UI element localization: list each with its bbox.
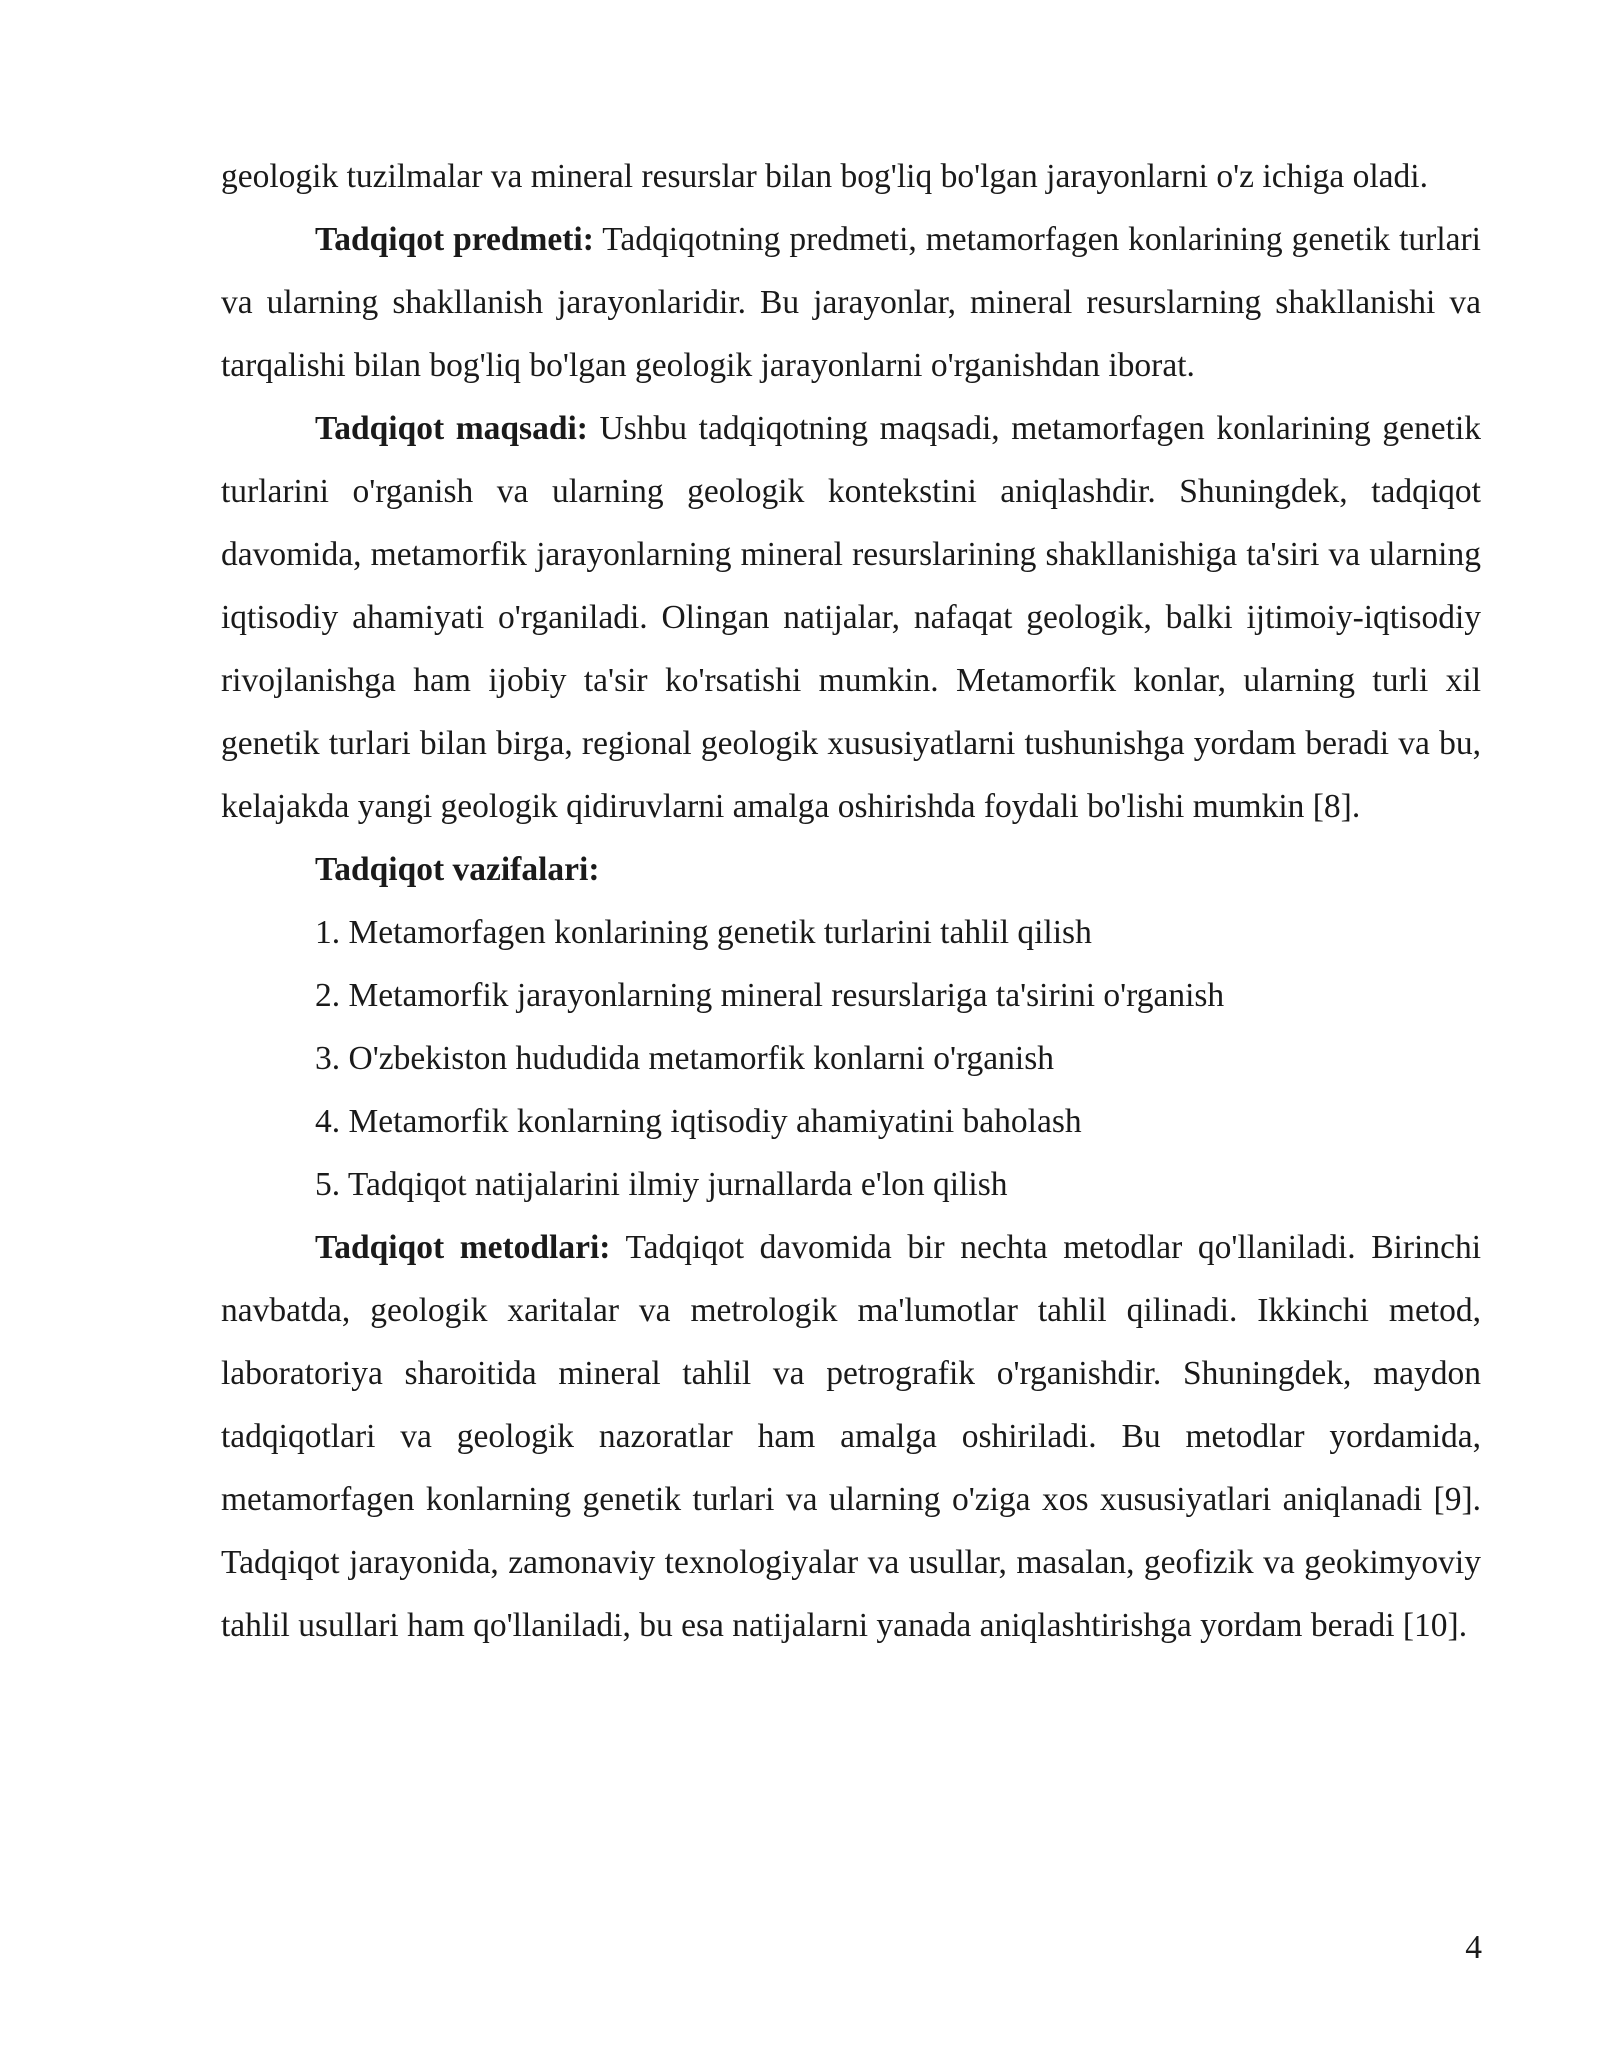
predmeti-paragraph [221,208,1481,397]
page-content [221,145,1481,1657]
list-item: 5. Tadqiqot natijalarini ilmiy jurnallarda e'lon qilish [315,1166,1008,1203]
tasks-list [221,901,1481,1216]
list-item: 2. Metamorfik jarayonlarning mineral resurslariga ta'sirini o'rganish [315,977,1225,1014]
list-item: 4. Metamorfik konlarning iqtisodiy ahamiyatini baholash [315,1103,1082,1140]
vazifalari-heading: Tadqiqot vazifalari: [315,851,600,888]
maqsadi-text: Ushbu tadqiqotning maqsadi, metamorfagen konlarining genetik turlarini o'rganish va ularning geologik kontekstini aniqlashdir. Shuningdek, tadqiqot davomida, metamorfik jarayonlarning mineral resurslarining shakllanishiga ta'siri va ularning iqtisodiy ahamiyati o'rganiladi. Olingan natijalar, nafaqat geologik, balki ijtimoiy-iqtisodiy rivojlanishga ham ijobiy ta'sir ko'rsatishi mumkin. Metamorfik konlar, ularning turli xil genetik turlari bilan birga, regional geologik xususiyatlarni tushunishga yordam beradi va bu, kelajakda yangi geologik qidiruvlarni amalga oshirishda foydali bo'lishi mumkin [8]. [221,410,1481,825]
list-item: 1. Metamorfagen konlarining genetik turlarini tahlil qilish [315,914,1092,951]
maqsadi-paragraph [221,397,1481,838]
maqsadi-label: Tadqiqot maqsadi: [315,410,588,447]
continuation-paragraph: geologik tuzilmalar va mineral resurslar bilan bog'liq bo'lgan jarayonlarni o'z ichiga oladi. [221,158,1428,195]
metodlari-label: Tadqiqot metodlari: [315,1229,611,1266]
page-number: 4 [1465,1929,1482,1966]
metodlari-text: Tadqiqot davomida bir nechta metodlar qo'llaniladi. Birinchi navbatda, geologik xaritalar va metrologik ma'lumotlar tahlil qilinadi. Ikkinchi metod, laboratoriya sharoitida mineral tahlil va petrografik o'rganishdir. Shuningdek, maydon tadqiqotlari va geologik nazoratlar ham amalga oshiriladi. Bu metodlar yordamida, metamorfagen konlarning genetik turlari va ularning o'ziga xos xususiyatlari aniqlanadi [9]. Tadqiqot jarayonida, zamonaviy texnologiyalar va usullar, masalan, geofizik va geokimyoviy tahlil usullari ham qo'llaniladi, bu esa natijalarni yanada aniqlashtirishga yordam beradi [10]. [221,1229,1482,1644]
predmeti-text: Tadqiqotning predmeti, metamorfagen konlarining genetik turlari va ularning shakllanish jarayonlaridir. Bu jarayonlar, mineral resurslarning shakllanishi va tarqalishi bilan bog'liq bo'lgan geologik jarayonlarni o'rganishdan iborat. [221,221,1481,384]
predmeti-label: Tadqiqot predmeti: [315,221,594,258]
list-item: 3. O'zbekiston hududida metamorfik konlarni o'rganish [315,1040,1055,1077]
metodlari-paragraph [221,1216,1481,1657]
